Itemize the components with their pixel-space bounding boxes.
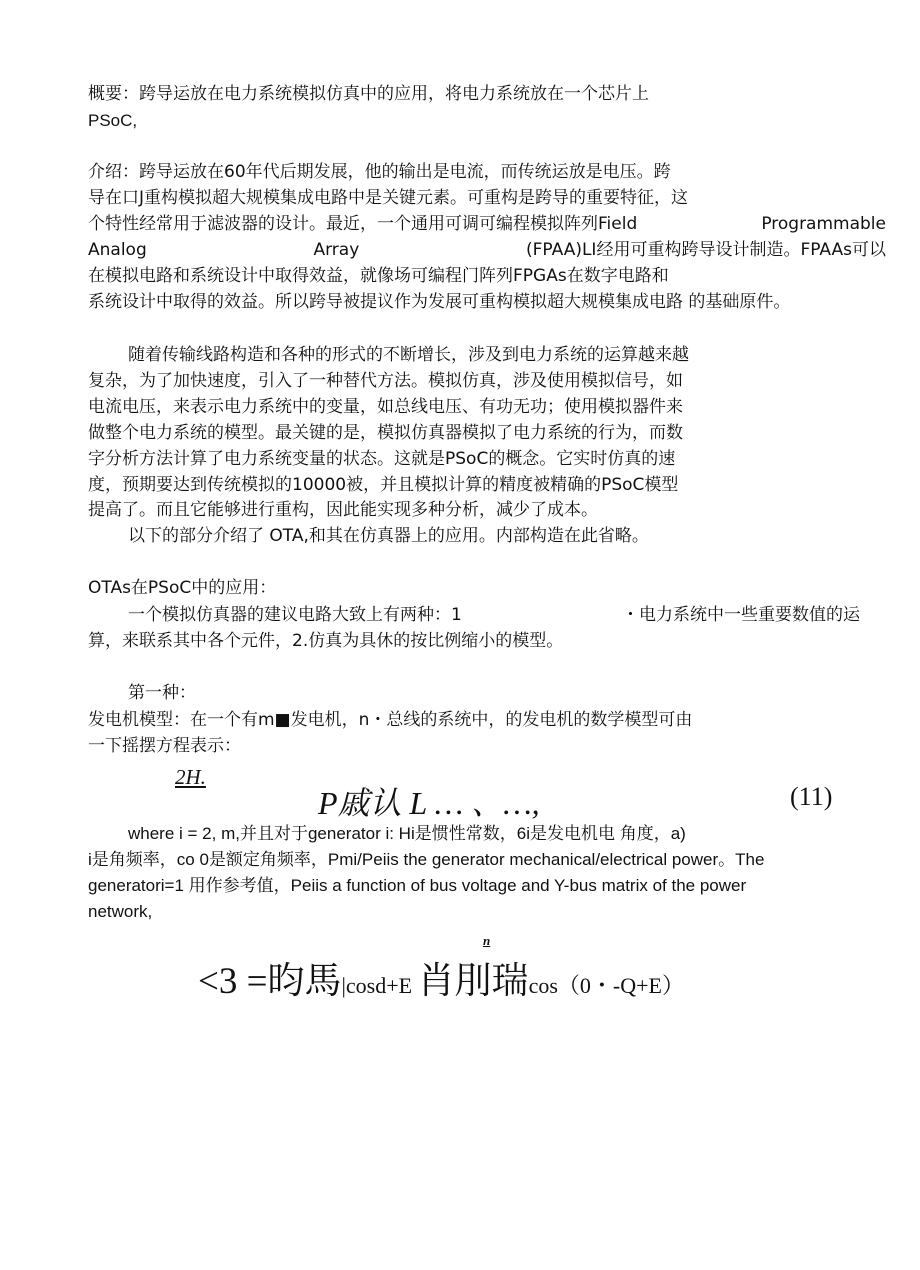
- intro-line-1: 介绍：跨导运放在60年代后期发展，他的输出是电流，而传统运放是电压。跨: [88, 162, 671, 182]
- equation-2: [198, 950, 684, 1004]
- para2-line-2: 复杂，为了加快速度，引入了一种替代方法。模拟仿真，涉及使用模拟信号，如: [88, 371, 683, 391]
- where-line-4: network,: [88, 902, 153, 921]
- para2-line-7: 提高了。而且它能够进行重构，因此能实现多种分析，减少了成本。: [88, 500, 598, 520]
- equation-1-body: P戚认 L … 、…,: [318, 785, 540, 821]
- equation-2-part-2: |cosd+E: [341, 973, 418, 998]
- para2-line-3: 电流电压，来表示电力系统中的变量，如总线电压、有功无功；使用模拟器件来: [88, 397, 683, 417]
- equation-1-number: (11): [790, 782, 833, 811]
- intro-line-3-a: 个特性经常用于滤波器的设计。最近，一个通用可调可编程模拟阵列Field: [88, 214, 638, 234]
- equation-2-part-4: cos（0・-Q+E）: [528, 973, 684, 998]
- equation-1-coefficient: 2H.: [175, 765, 206, 789]
- equation-2-part-3: 肖刖瑞: [417, 961, 529, 1002]
- ota-heading: OTAs在PSoC中的应用：: [88, 578, 277, 598]
- intro-line-4-b: Array: [313, 240, 360, 260]
- where-line-3: generatori=1 用作参考值，Peiis a function of bus voltage and Y-bus matrix of the power: [88, 876, 747, 895]
- intro-line-3-b: Programmable: [761, 214, 886, 234]
- intro-line-4-c: (FPAA)LI经用可重构跨导设计制造。FPAAs可以: [526, 240, 886, 260]
- intro-line-6: 系统设计中取得的效益。所以跨导被提议作为发展可重构模拟超大规模集成电路 的基础原件。: [88, 292, 791, 312]
- abstract-line-2: PSoC,: [88, 111, 138, 130]
- abstract-line-1: 概要：跨导运放在电力系统模拟仿真中的应用，将电力系统放在一个芯片上: [88, 84, 649, 104]
- para2-line-8: 以下的部分介绍了 OTA,和其在仿真器上的应用。内部构造在此省略。: [128, 526, 649, 546]
- para2-line-5: 字分析方法计算了电力系统变量的状态。这就是PSoC的概念。它实时仿真的速: [88, 449, 676, 469]
- para2-line-4: 做整个电力系统的模型。最关键的是，模拟仿真器模拟了电力系统的行为，而数: [88, 423, 683, 443]
- para2-line-1: 随着传输线路构造和各种的形式的不断增长，涉及到电力系统的运算越来越: [128, 345, 689, 365]
- intro-line-4: [88, 240, 886, 260]
- first-kind-heading: 第一种：: [128, 683, 196, 703]
- intro-line-5: 在模拟电路和系统设计中取得效益，就像场可编程门阵列FPGAs在数字电路和: [88, 266, 669, 286]
- first-kind-line-2: 一下摇摆方程表示：: [88, 736, 241, 756]
- equation-2-superscript: n: [483, 933, 491, 948]
- intro-line-3: [88, 214, 886, 234]
- ota-line-1-b: ・电力系统中一些重要数值的运: [622, 605, 860, 625]
- intro-line-2: 导在口J重构模拟超大规模集成电路中是关键元素。可重构是跨导的重要特征，这: [88, 188, 689, 208]
- ota-line-2: 算，来联系其中各个元件，2.仿真为具休的按比例缩小的模型。: [88, 631, 564, 651]
- para2-line-6: 度，预期要达到传统模拟的10000被，并且模拟计算的精度被精确的PSoC模型: [88, 475, 679, 495]
- ota-line-1-a: 一个模拟仿真器的建议电路大致上有两种：1: [128, 605, 462, 625]
- where-line-2: i是角频率，co 0是额定角频率，Pmi/Peiis the generator mechanical/electrical power。The: [88, 850, 765, 869]
- equation-2-part-1: <3 =昀馬: [198, 961, 342, 1002]
- where-line-1: where i = 2, m,并且对于generator i: Hi是惯性常数，6i是发电机电 角度，a): [128, 824, 686, 843]
- intro-line-4-a: Analog: [88, 240, 147, 260]
- first-kind-line-1: 发电机模型：在一个有m■发电机，n・总线的系统中，的发电机的数学模型可由: [88, 710, 693, 730]
